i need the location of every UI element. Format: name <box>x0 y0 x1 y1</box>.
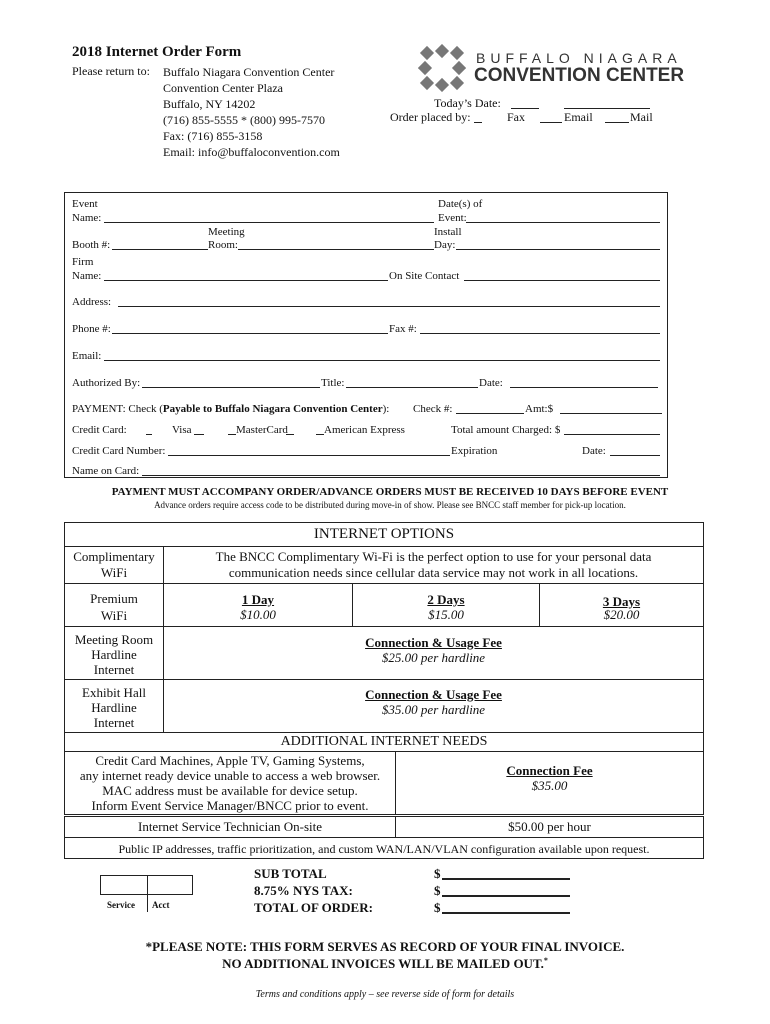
install-day-label: Day: <box>434 239 456 251</box>
connection-fee-cell[interactable] <box>395 751 704 815</box>
premium-3days-title: 3 Days <box>602 594 641 609</box>
complimentary-desc-line: The BNCC Complimentary Wi-Fi is the perfect option to use for your personal data <box>215 549 652 564</box>
firm-label: Firm <box>72 256 94 268</box>
credit-card-label: Credit Card: <box>72 424 127 436</box>
premium-1day-cell[interactable] <box>163 583 353 627</box>
total-field[interactable] <box>442 912 570 914</box>
install-label: Install <box>434 226 462 238</box>
subtotal-field[interactable] <box>442 878 570 880</box>
fax-field[interactable] <box>420 333 660 334</box>
acct-box[interactable] <box>147 875 193 895</box>
exhibit-hall-fee-cell[interactable] <box>163 679 704 733</box>
advance-order-note: Advance orders require access code to be distributed during move-in of show. Please see BNCC staff member for pick-up location. <box>154 500 626 510</box>
connection-fee-title: Connection Fee <box>506 763 593 778</box>
name-on-card-field[interactable] <box>142 475 660 476</box>
hardline-label: Hardline <box>91 647 137 662</box>
amount-label: Amt:$ <box>525 403 554 415</box>
order-placed-label: Order placed by: <box>390 110 471 124</box>
dates-of-label: Date(s) of <box>438 198 483 210</box>
complimentary-desc-line: communication needs since cellular data service may not work in all locations. <box>228 565 639 580</box>
technician-price: $50.00 per hour <box>508 819 591 834</box>
room-label: Room: <box>208 239 238 251</box>
card-mastercard[interactable]: MasterCard <box>236 424 288 436</box>
booth-field[interactable] <box>112 249 208 250</box>
expiration-date-field[interactable] <box>610 455 660 456</box>
firm-name-field[interactable] <box>104 280 388 281</box>
return-label: Please return to: <box>72 64 150 78</box>
firm-name-label: Name: <box>72 270 102 282</box>
card-amex[interactable]: American Express <box>324 424 405 436</box>
onsite-contact-field[interactable] <box>464 280 660 281</box>
meeting-room-label: Meeting Room <box>74 632 154 647</box>
internet-label: Internet <box>93 715 135 730</box>
email-field[interactable] <box>104 360 660 361</box>
address-line: Convention Center Plaza <box>163 81 283 95</box>
device-desc-line: any internet ready device unable to access a web browser. <box>79 768 381 783</box>
onsite-contact-label: On Site Contact <box>389 270 460 282</box>
meeting-label: Meeting <box>208 226 245 238</box>
acct-label: Acct <box>152 900 170 910</box>
install-day-field[interactable] <box>456 249 660 250</box>
phone-label: Phone #: <box>72 323 111 335</box>
total-charged-label: Total amount Charged: $ <box>451 424 561 436</box>
todays-date-label: Today’s Date: <box>434 96 501 110</box>
invoice-note-2: NO ADDITIONAL INVOICES WILL BE MAILED OUT. <box>222 956 544 971</box>
meeting-room-label-cell <box>64 626 164 680</box>
device-desc-line: MAC address must be available for device setup. <box>102 783 358 798</box>
tax-dollar: $ <box>434 883 441 898</box>
payment-notice: PAYMENT MUST ACCOMPANY ORDER/ADVANCE ORDERS MUST BE RECEIVED 10 DAYS BEFORE EVENT <box>111 486 669 498</box>
public-ip-cell <box>64 837 704 859</box>
address-field[interactable] <box>118 306 660 307</box>
device-desc-cell <box>64 751 396 815</box>
premium-3days-cell[interactable] <box>539 583 704 627</box>
amex-checkbox[interactable] <box>316 434 324 435</box>
order-method-mail[interactable]: Mail <box>630 110 653 124</box>
title-field[interactable] <box>346 387 478 388</box>
device-desc-line: Inform Event Service Manager/BNCC prior to event. <box>91 798 369 813</box>
total-dollar: $ <box>434 900 441 915</box>
meeting-fee-price: $25.00 per hardline <box>381 650 486 665</box>
subtotal-dollar: $ <box>434 866 441 881</box>
order-method-email[interactable]: Email <box>564 110 593 124</box>
exhibit-fee-title: Connection & Usage Fee <box>365 687 502 702</box>
premium-1day-title: 1 Day <box>241 592 275 607</box>
return-address <box>163 64 340 160</box>
address-line: Email: info@buffaloconvention.com <box>163 145 340 159</box>
address-line: Buffalo Niagara Convention Center <box>163 65 335 79</box>
exhibit-hall-label-cell <box>64 679 164 733</box>
authorized-field[interactable] <box>142 387 320 388</box>
wifi-label: WiFi <box>100 565 128 580</box>
address-label: Address: <box>72 296 112 308</box>
invoice-note-1: *PLEASE NOTE: THIS FORM SERVES AS RECORD OF YOUR FINAL INVOICE. <box>145 939 625 954</box>
phone-field[interactable] <box>112 333 388 334</box>
service-box[interactable] <box>100 875 148 895</box>
date-field[interactable] <box>510 387 658 388</box>
logo-bottom-text: CONVENTION CENTER <box>474 65 685 86</box>
address-line: (716) 855-5555 * (800) 995-7570 <box>163 113 325 127</box>
premium-label: Premium <box>90 591 138 606</box>
technician-label-cell <box>64 816 396 838</box>
expiration-label: Expiration <box>451 445 498 457</box>
premium-2days-cell[interactable] <box>352 583 540 627</box>
additional-needs-heading: ADDITIONAL INTERNET NEEDS <box>280 734 488 749</box>
booth-label: Booth #: <box>72 239 111 251</box>
premium-3days-price: $20.00 <box>603 607 640 622</box>
tax-label: 8.75% NYS TAX: <box>254 883 353 898</box>
additional-needs-header <box>64 732 704 752</box>
total-label: TOTAL OF ORDER: <box>254 900 373 915</box>
event-label: Event <box>72 198 98 210</box>
amount-field[interactable] <box>560 413 662 414</box>
title-label: Title: <box>321 377 345 389</box>
card-visa[interactable]: Visa <box>172 424 192 436</box>
complimentary-desc-cell <box>163 546 704 584</box>
internet-label: Internet <box>93 662 135 677</box>
cc-number-label: Credit Card Number: <box>72 445 166 457</box>
complimentary-label-cell <box>64 546 164 584</box>
technician-price-cell[interactable] <box>395 816 704 838</box>
email-label: Email: <box>72 350 102 362</box>
check-field[interactable] <box>456 413 524 414</box>
check-label: Check #: <box>413 403 453 415</box>
meeting-fee-title: Connection & Usage Fee <box>365 635 502 650</box>
payment-line: PAYMENT: Check (Payable to Buffalo Niagara Convention Center): <box>72 403 390 415</box>
wifi-label: WiFi <box>100 608 128 623</box>
premium-2days-title: 2 Days <box>427 592 465 607</box>
fax-label: Fax #: <box>389 323 417 335</box>
invoice-note-2-wrap <box>60 956 710 972</box>
form-title: 2018 Internet Order Form <box>72 44 242 60</box>
address-line: Buffalo, NY 14202 <box>163 97 256 111</box>
terms-note: Terms and conditions apply – see reverse side of form for details <box>255 989 515 1000</box>
meeting-room-fee-cell[interactable] <box>163 626 704 680</box>
tax-field[interactable] <box>442 895 570 897</box>
premium-2days-price: $15.00 <box>428 607 464 622</box>
total-charged-field[interactable] <box>564 434 660 435</box>
event-name-field[interactable] <box>104 222 434 223</box>
event-dates-field[interactable] <box>466 222 660 223</box>
order-method-fax[interactable]: Fax <box>507 110 525 124</box>
connection-fee-price: $35.00 <box>531 778 568 793</box>
logo-top-text: BUFFALO NIAGARA <box>476 50 682 66</box>
date-label: Date: <box>479 377 503 389</box>
service-label: Service <box>107 900 135 910</box>
bncc-logo-icon <box>418 44 466 92</box>
premium-1day-price: $10.00 <box>240 607 276 622</box>
address-line: Fax: (716) 855-3158 <box>163 129 263 143</box>
internet-options-header <box>64 522 704 546</box>
internet-options-heading: INTERNET OPTIONS <box>313 526 455 542</box>
complimentary-label: Complimentary <box>73 549 155 564</box>
event-dates-label: Event: <box>438 212 467 224</box>
subtotal-label: SUB TOTAL <box>254 866 327 881</box>
public-ip-note: Public IP addresses, traffic prioritization, and custom WAN/LAN/VLAN configuration available upon request. <box>118 842 650 856</box>
cc-number-field[interactable] <box>168 455 450 456</box>
visa-checkbox[interactable] <box>146 434 152 435</box>
mastercard-checkbox[interactable] <box>228 434 236 435</box>
technician-label: Internet Service Technician On-site <box>137 819 323 834</box>
event-name-label: Name: <box>72 212 102 224</box>
authorized-label: Authorized By: <box>72 377 141 389</box>
premium-label-cell <box>64 583 164 627</box>
hardline-label: Hardline <box>91 700 137 715</box>
room-field[interactable] <box>238 249 434 250</box>
name-on-card-label: Name on Card: <box>72 465 140 477</box>
exhibit-fee-price: $35.00 per hardline <box>381 702 486 717</box>
exhibit-hall-label: Exhibit Hall <box>82 685 146 700</box>
device-desc-line: Credit Card Machines, Apple TV, Gaming Systems, <box>95 753 365 768</box>
expiration-date-label: Date: <box>582 445 606 457</box>
asterisk: * <box>543 956 548 965</box>
